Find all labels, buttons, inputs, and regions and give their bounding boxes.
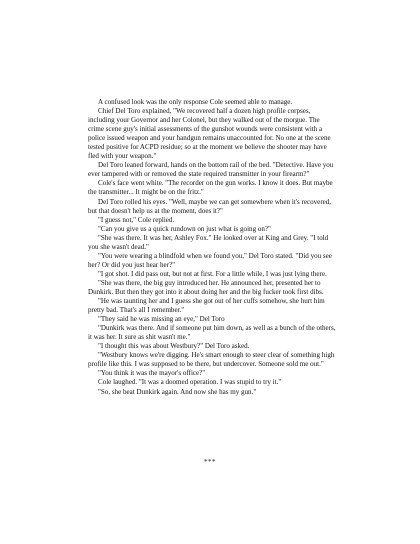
paragraph: "You think it was the mayor's office?" [98,369,206,378]
paragraph: "So, she beat Dunkirk again. And now she has my gun." [98,387,257,396]
paragraph: "Can you give us a quick rundown on just what is going on?" [98,224,271,233]
paragraph: "I guess not," Cole replied. [98,215,175,224]
paragraph: "They said he was missing an eye," Del Toro [98,315,225,324]
paragraph: "You were wearing a blindfold when we found you," Del Toro stated. "Did you see her? Or did you just hear her?" [88,251,332,269]
paragraph: "He was taunting her and I guess she got out of her cuffs somehow, she hurt him pretty bad. That's all I remember." [88,297,325,315]
scene-break: *** [204,458,216,466]
paragraph: A confused look was the only response Cole seemed able to manage. [98,98,293,106]
body-text [88,98,336,397]
paragraph: Cole laughed. "It was a doomed operation. I was stupid to try it." [98,378,282,387]
paragraph: "Westbury knows we're digging. He's smart enough to steer clear of something high profile like this. I was supposed to be there, but undercover. Someone sold me out." [88,351,335,369]
paragraph: "Dunkirk was there. And if someone put him down, as well as a bunch of the others, it was her. It sure as shit wasn't me." [88,324,336,342]
paragraph: "I thought this was about Westbury?" Del Toro asked. [98,342,250,351]
paragraph: Del Toro rolled his eyes. "Well, maybe we can get somewhere when it's recovered, but that doesn't help us at the moment, does it?" [88,197,332,215]
paragraph: Chief Del Toro explained, "We recovered half a dozen high profile corpses, including your Governor and her Colonel, but they walked out of the morgue. The crime scene guy's initial assessments of the gunshot wounds were consistent with a police issued weapon and your handgun remains unaccounted for. No one at the scene tested positive for ACPD residue; so at the moment we believe the shooter may have fled with your weapon." [88,107,331,161]
paragraph: Del Toro leaned forward, hands on the bottom rail of the bed. "Detective. Have you ever tampered with or removed the state required transmitter in your firearm?" [88,161,334,179]
paragraph: "She was there, the big guy introduced her. He announced her, presented her to Dunkirk. But then they got into it about doing her and the big fucker took first dibs. [88,278,324,296]
paragraph: Cole's face went white. "The recorder on the gun works. I know it does. But maybe the transmitter... It might be on the fritz." [88,179,333,197]
paragraph: "She was there. It was her, Ashley Fox." He looked over at King and Grey. "I told you she wasn't dead." [88,233,329,251]
paragraph: "I got shot. I did pass out, but not at first. For a little while, I was just lying there. [98,269,327,278]
